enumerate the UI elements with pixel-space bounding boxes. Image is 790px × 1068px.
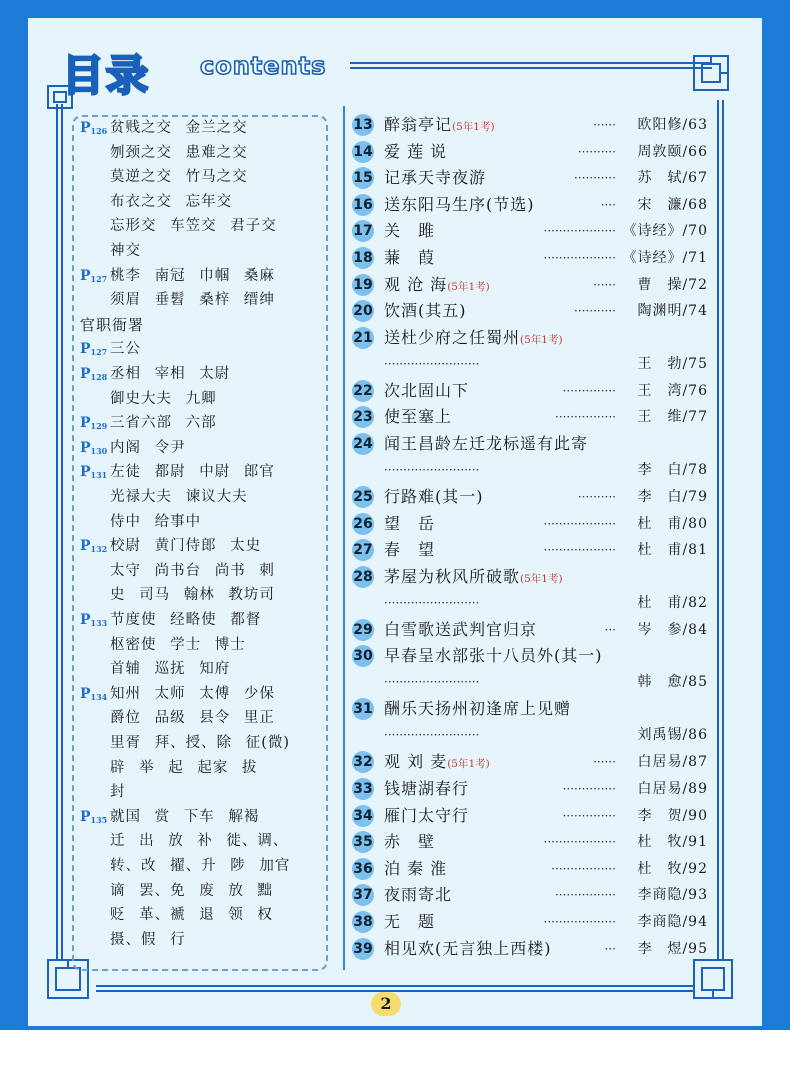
- left-list-text: 侍中 给事中: [110, 513, 202, 530]
- left-list-row: [80, 881, 273, 905]
- left-list-row: [80, 733, 290, 757]
- entry-author-page: 刘禹锡/86: [637, 727, 708, 744]
- left-list-text: 太守 尚书台 尚书 刺: [110, 562, 275, 579]
- entry-title: 饮酒(其五): [384, 301, 467, 321]
- left-list-row: [80, 536, 261, 560]
- contents-entry[interactable]: [352, 566, 708, 614]
- contents-entry[interactable]: [352, 167, 708, 189]
- entry-author-page: 王 湾/76: [637, 382, 708, 399]
- left-list-row: [80, 364, 230, 388]
- contents-entry[interactable]: [352, 831, 708, 853]
- entry-number-badge: 32: [352, 751, 374, 773]
- left-list-text: 校尉 黄门侍郎 太史: [110, 538, 262, 555]
- contents-entry[interactable]: [352, 778, 708, 800]
- entry-number-badge: 29: [352, 619, 374, 641]
- leader-dots: ···················: [543, 835, 616, 850]
- left-list-text: 桃李 南冠 巾帼 桑麻: [110, 267, 275, 284]
- entry-author-page: 王 勃/75: [637, 355, 708, 372]
- left-list-text: 光禄大夫 谏议大夫: [110, 489, 248, 505]
- leader-dots: ······: [593, 277, 616, 292]
- exam-frequency-note: (5年1考): [447, 280, 490, 293]
- left-list-row: [80, 585, 275, 609]
- entry-author-page: 《诗经》/71: [622, 250, 708, 266]
- entry-number-badge: 13: [352, 114, 374, 136]
- left-list-row: [80, 856, 290, 880]
- page-number: 2: [371, 992, 401, 1016]
- contents-entry[interactable]: [352, 513, 708, 535]
- entry-second-line: [384, 671, 708, 693]
- contents-entry[interactable]: [352, 327, 708, 375]
- entry-author-page: 周敦颐/66: [637, 143, 708, 160]
- left-list-row: [80, 118, 248, 142]
- left-list-text: 莫逆之交 竹马之交: [110, 169, 248, 186]
- exam-frequency-note: (5年1考): [520, 572, 563, 585]
- entry-author-page: 苏 轼/67: [637, 170, 708, 187]
- left-list-row: [80, 241, 141, 265]
- entry-number-badge: 21: [352, 327, 374, 349]
- left-page-ref: $P_{127}$: [80, 341, 108, 358]
- entry-title: 记承天寺夜游: [384, 168, 487, 188]
- left-list-row: [80, 167, 248, 191]
- left-list-text: 须眉 垂髫 桑梓 缙绅: [110, 292, 275, 309]
- left-page-ref: $P_{132}$: [80, 538, 108, 555]
- contents-entry[interactable]: [352, 247, 708, 269]
- left-list-row: [80, 462, 275, 486]
- contents-entry[interactable]: [352, 114, 708, 136]
- entry-title: 观 刘 麦(5年1考): [384, 752, 490, 772]
- left-page-ref: $P_{130}$: [80, 439, 108, 456]
- entry-number-badge: 16: [352, 194, 374, 216]
- left-list-row: [80, 758, 257, 782]
- contents-entry[interactable]: [352, 539, 708, 561]
- leader-dots: ·························: [384, 675, 480, 690]
- entry-number-badge: 22: [352, 380, 374, 402]
- entry-title: 无 题: [384, 912, 436, 931]
- entry-author-page: 杜 牧/91: [637, 834, 708, 851]
- entry-second-line: [384, 724, 708, 746]
- left-page-ref: $P_{126}$: [80, 120, 108, 136]
- contents-entry[interactable]: [352, 698, 708, 746]
- leader-dots: ···················: [543, 543, 616, 558]
- leader-dots: ··········: [577, 490, 616, 504]
- entry-title: 望 岳: [384, 513, 436, 533]
- entry-author-page: 李商隐/94: [637, 914, 708, 930]
- entry-title: 赤 壁: [384, 832, 436, 852]
- left-list-text: 史 司马 翰林 教坊司: [110, 587, 275, 604]
- entry-number-badge: 24: [352, 433, 374, 455]
- entry-author-page: 杜 牧/92: [637, 860, 708, 877]
- entry-number-badge: 23: [352, 406, 374, 428]
- left-list-row: [80, 438, 186, 462]
- entry-title: 茅屋为秋风所破歌(5年1考): [384, 566, 563, 586]
- entry-title: 早春呈水部张十八员外(其一): [384, 646, 603, 666]
- entry-author-page: 曹 操/72: [637, 276, 708, 293]
- left-list-row: [80, 266, 275, 290]
- left-list-row: [80, 192, 232, 216]
- entry-author-page: 白居易/89: [637, 781, 708, 797]
- contents-entry[interactable]: [352, 141, 708, 163]
- entry-title: 夜雨寄北: [384, 885, 453, 905]
- entry-author-page: 王 维/77: [637, 409, 708, 426]
- contents-entry[interactable]: [352, 805, 708, 827]
- entry-second-line: [384, 353, 708, 375]
- left-page-ref: $P_{129}$: [80, 415, 108, 432]
- exam-frequency-note: (5年1考): [520, 333, 563, 346]
- left-list-row: [80, 487, 248, 511]
- left-list-text: 节度使 经略使 都督: [110, 612, 262, 628]
- left-list-text: 知州 太师 太傅 少保: [110, 685, 275, 702]
- left-page-ref: $P_{134}$: [80, 685, 108, 702]
- entry-title: 爱 莲 说: [384, 141, 448, 161]
- entry-number-badge: 25: [352, 486, 374, 508]
- contents-entry[interactable]: [352, 380, 708, 402]
- left-list-row: [80, 143, 248, 167]
- entry-number-badge: 30: [352, 645, 374, 667]
- left-list-text: 官职衙署: [80, 315, 145, 334]
- leader-dots: ·························: [384, 728, 480, 743]
- entry-title: 次北固山下: [384, 380, 470, 400]
- leader-dots: ·························: [384, 463, 480, 477]
- leader-dots: ···········: [574, 171, 616, 186]
- contents-entry[interactable]: [352, 406, 708, 428]
- left-list-row: [80, 389, 217, 413]
- left-list-text: 三公: [110, 341, 141, 358]
- entry-number-badge: 26: [352, 513, 374, 535]
- contents-entry[interactable]: [352, 645, 708, 693]
- entry-number-badge: 14: [352, 141, 374, 163]
- entry-second-line: [384, 592, 708, 614]
- entry-title: 送东阳马生序(节选): [384, 194, 535, 214]
- entry-author-page: 杜 甫/82: [637, 594, 708, 611]
- leader-dots: ······: [593, 755, 616, 770]
- left-page-ref: $P_{133}$: [80, 612, 108, 628]
- entry-title: 酬乐天扬州初逢席上见赠: [384, 699, 572, 719]
- column-divider: [343, 106, 345, 970]
- contents-entry[interactable]: [352, 938, 708, 960]
- contents-entry[interactable]: [352, 300, 708, 322]
- entry-number-badge: 37: [352, 884, 374, 906]
- contents-entry[interactable]: [352, 751, 708, 773]
- left-list-text: 刎颈之交 患难之交: [110, 144, 248, 161]
- left-list-row: [80, 290, 275, 314]
- left-list-row: [80, 339, 141, 363]
- left-list-row: [80, 659, 230, 683]
- entry-title: 醉翁亭记(5年1考): [384, 115, 495, 134]
- leader-dots: ·················: [551, 861, 616, 876]
- entry-author-page: 李 白/78: [637, 462, 708, 478]
- entry-title: 送杜少府之任蜀州(5年1考): [384, 327, 563, 347]
- contents-entry[interactable]: [352, 220, 708, 242]
- leader-dots: ··············: [562, 808, 616, 823]
- contents-entry[interactable]: [352, 274, 708, 296]
- left-list-text: 辟 举 起 起家 拔: [110, 759, 258, 776]
- left-list-text: 布衣之交 忘年交: [110, 193, 233, 210]
- page-title: 目录: [62, 51, 151, 100]
- entry-second-line: [384, 459, 708, 481]
- leader-dots: ····: [600, 197, 616, 212]
- entry-number-badge: 33: [352, 778, 374, 800]
- left-page-ref: $P_{128}$: [80, 366, 108, 382]
- page-subtitle: contents: [200, 52, 327, 80]
- entry-author-page: 李 贺/90: [637, 807, 708, 824]
- leader-dots: ···: [604, 622, 616, 637]
- left-list-text: 三省六部 六部: [110, 415, 217, 432]
- left-page-ref: $P_{135}$: [80, 808, 108, 825]
- left-list-row: [80, 708, 275, 732]
- leader-dots: ···········: [574, 304, 616, 319]
- exam-frequency-note: (5年1考): [447, 758, 490, 771]
- contents-entry[interactable]: [352, 858, 708, 880]
- leader-dots: ···················: [543, 224, 616, 239]
- left-list-row: [80, 782, 126, 806]
- entry-author-page: 李 煜/95: [637, 940, 708, 957]
- left-list-text: 首辅 巡抚 知府: [110, 661, 231, 678]
- entry-title: 行路难(其一): [384, 487, 484, 506]
- entry-number-badge: 27: [352, 539, 374, 561]
- contents-entry[interactable]: [352, 194, 708, 216]
- left-list-text: 左徒 都尉 中尉 郎官: [110, 464, 275, 481]
- entry-title: 蒹 葭: [384, 248, 436, 267]
- entry-title: 观 沧 海(5年1考): [384, 274, 490, 294]
- leader-dots: ···················: [543, 915, 616, 929]
- left-list-row: [80, 610, 261, 634]
- entry-author-page: 李商隐/93: [637, 887, 708, 904]
- entry-number-badge: 31: [352, 698, 374, 720]
- left-list-text: 忘形交 车笠交 君子交: [110, 218, 277, 235]
- left-list-text: 爵位 品级 县令 里正: [110, 710, 275, 727]
- entry-number-badge: 18: [352, 247, 374, 269]
- left-list-text: 迁 出 放 补 徙、调、: [110, 833, 289, 850]
- entry-number-badge: 15: [352, 167, 374, 189]
- left-list-row: [80, 315, 144, 339]
- entry-author-page: 韩 愈/85: [637, 674, 708, 691]
- entry-number-badge: 34: [352, 805, 374, 827]
- entry-number-badge: 28: [352, 566, 374, 588]
- left-list-text: 谪 罢、免 废 放 黜: [110, 882, 273, 899]
- left-list-text: 贫贱之交 金兰之交: [110, 120, 248, 136]
- leader-dots: ··············: [562, 383, 616, 398]
- left-list-row: [80, 930, 186, 954]
- entry-author-page: 白居易/87: [637, 754, 708, 771]
- entry-author-page: 《诗经》/70: [622, 223, 708, 240]
- left-page-ref: $P_{131}$: [80, 464, 108, 481]
- left-list-text: 御史大夫 九卿: [110, 390, 217, 407]
- entry-author-page: 欧阳修/63: [637, 117, 708, 133]
- bottom-margin: [0, 1030, 790, 1068]
- entry-number-badge: 36: [352, 858, 374, 880]
- left-page-ref: $P_{127}$: [80, 267, 108, 284]
- left-list-text: 就国 赏 下车 解褐: [110, 808, 260, 825]
- entry-title: 相见欢(无言独上西楼): [384, 938, 552, 958]
- left-list-row: [80, 561, 275, 585]
- contents-entry[interactable]: [352, 486, 708, 508]
- leader-dots: ···················: [543, 251, 616, 265]
- entry-number-badge: 39: [352, 938, 374, 960]
- left-list-text: 内阁 令尹: [110, 439, 186, 456]
- contents-entry[interactable]: [352, 619, 708, 641]
- entry-author-page: 杜 甫/81: [637, 542, 708, 559]
- left-list-row: [80, 413, 217, 437]
- leader-dots: ·························: [384, 356, 480, 371]
- entry-title: 雁门太守行: [384, 805, 470, 825]
- left-list-text: 枢密使 学士 博士: [110, 636, 246, 653]
- left-list-row: [80, 512, 201, 536]
- left-list-text: 封: [110, 784, 126, 801]
- contents-entry[interactable]: [352, 433, 708, 481]
- entry-title: 关 雎: [384, 221, 436, 241]
- entry-title: 泊 秦 淮: [384, 858, 448, 878]
- left-list-row: [80, 905, 273, 929]
- entry-number-badge: 17: [352, 220, 374, 242]
- entry-number-badge: 35: [352, 831, 374, 853]
- entry-author-page: 宋 濂/68: [637, 196, 708, 213]
- left-list-text: 丞相 宰相 太尉: [110, 366, 231, 382]
- left-list-text: 神交: [110, 243, 141, 259]
- entry-author-page: 陶渊明/74: [637, 303, 708, 320]
- leader-dots: ···: [604, 941, 616, 956]
- entry-author-page: 岑 参/84: [637, 621, 708, 638]
- entry-author-page: 杜 甫/80: [637, 515, 708, 532]
- leader-dots: ······: [593, 118, 616, 132]
- entry-title: 闻王昌龄左迁龙标遥有此寄: [384, 434, 589, 453]
- left-list-row: [80, 216, 277, 240]
- entry-title: 白雪歌送武判官归京: [384, 619, 538, 639]
- leader-dots: ················: [554, 410, 616, 425]
- leader-dots: ················: [554, 888, 616, 903]
- entry-number-badge: 20: [352, 300, 374, 322]
- left-list-row: [80, 807, 259, 831]
- left-list-row: [80, 831, 288, 855]
- left-list-text: 转、改 擢、升 陟 加官: [110, 858, 291, 874]
- entry-title: 春 望: [384, 540, 436, 560]
- entry-title: 使至塞上: [384, 407, 453, 427]
- left-list-text: 里胥 拜、授、除 征(微): [110, 735, 291, 751]
- left-list-row: [80, 635, 246, 659]
- entry-author-page: 李 白/79: [637, 489, 708, 505]
- contents-entry[interactable]: [352, 911, 708, 933]
- contents-entry[interactable]: [352, 884, 708, 906]
- left-list-text: 贬 革、褫 退 领 权: [110, 907, 273, 924]
- leader-dots: ··············: [562, 782, 616, 796]
- left-list-text: 摄、假 行: [110, 931, 186, 948]
- entry-number-badge: 19: [352, 274, 374, 296]
- leader-dots: ···················: [543, 516, 616, 531]
- entry-title: 钱塘湖春行: [384, 779, 470, 798]
- leader-dots: ·························: [384, 595, 480, 610]
- exam-frequency-note: (5年1考): [452, 121, 495, 133]
- left-list-row: [80, 684, 275, 708]
- entry-number-badge: 38: [352, 911, 374, 933]
- leader-dots: ··········: [577, 144, 616, 159]
